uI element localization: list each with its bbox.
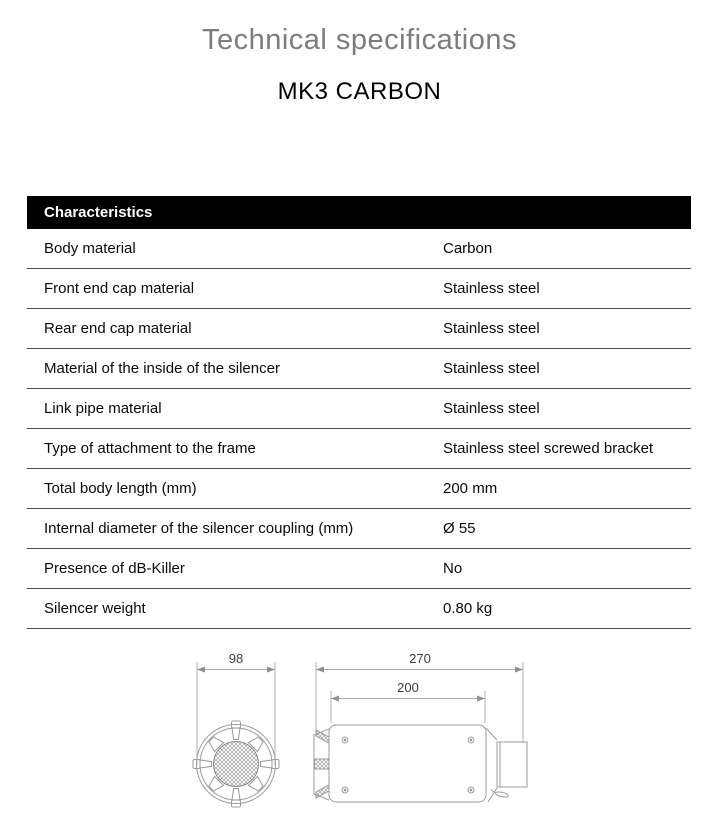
side-view	[314, 725, 527, 802]
dim-label-total-length: 270	[406, 652, 434, 666]
row-value: Stainless steel	[443, 360, 540, 377]
outlet-pipe	[486, 728, 527, 802]
row-value: Stainless steel	[443, 280, 540, 297]
row-value: No	[443, 560, 463, 577]
row-label: Total body length (mm)	[44, 480, 197, 497]
left-end-cap	[314, 729, 329, 800]
row-label: Internal diameter of the silencer coupling (mm)	[44, 520, 354, 537]
front-view	[197, 725, 276, 804]
row-value: Carbon	[443, 240, 493, 257]
characteristics-table	[27, 196, 691, 629]
row-value: Ø 55	[443, 520, 476, 537]
dimension-200	[331, 691, 485, 723]
row-label: Link pipe material	[44, 400, 162, 417]
row-value: Stainless steel	[443, 320, 540, 337]
dim-label-body-length: 200	[394, 681, 422, 695]
spec-row	[27, 509, 691, 549]
spec-sheet-page	[0, 24, 719, 831]
spec-row	[27, 429, 691, 469]
row-label: Rear end cap material	[44, 320, 192, 337]
row-label: Presence of dB-Killer	[44, 560, 185, 577]
spec-row	[27, 549, 691, 589]
row-value: 0.80 kg	[443, 600, 493, 617]
spec-row	[27, 309, 691, 349]
row-label: Material of the inside of the silencer	[44, 360, 280, 377]
spec-row	[27, 229, 691, 269]
technical-drawing	[0, 644, 719, 831]
row-label: Body material	[44, 240, 136, 257]
table-header: Characteristics	[27, 196, 691, 229]
row-value: 200 mm	[443, 480, 498, 497]
row-value: Stainless steel	[443, 400, 540, 417]
row-label: Front end cap material	[44, 280, 195, 297]
spec-row	[27, 469, 691, 509]
table-rows	[27, 229, 691, 629]
page-title: Technical specifications	[201, 24, 518, 56]
silencer-drawing-svg	[0, 644, 719, 831]
dimension-270	[316, 662, 523, 743]
spec-row	[27, 269, 691, 309]
dim-label-front-diameter: 98	[226, 652, 246, 666]
spec-row	[27, 349, 691, 389]
spec-row	[27, 589, 691, 629]
rivets	[342, 737, 474, 793]
spec-row	[27, 389, 691, 429]
row-value: Stainless steel screwed bracket	[443, 440, 654, 457]
product-name: MK3 CARBON	[277, 78, 442, 105]
row-label: Type of attachment to the frame	[44, 440, 256, 457]
row-label: Silencer weight	[44, 600, 146, 617]
